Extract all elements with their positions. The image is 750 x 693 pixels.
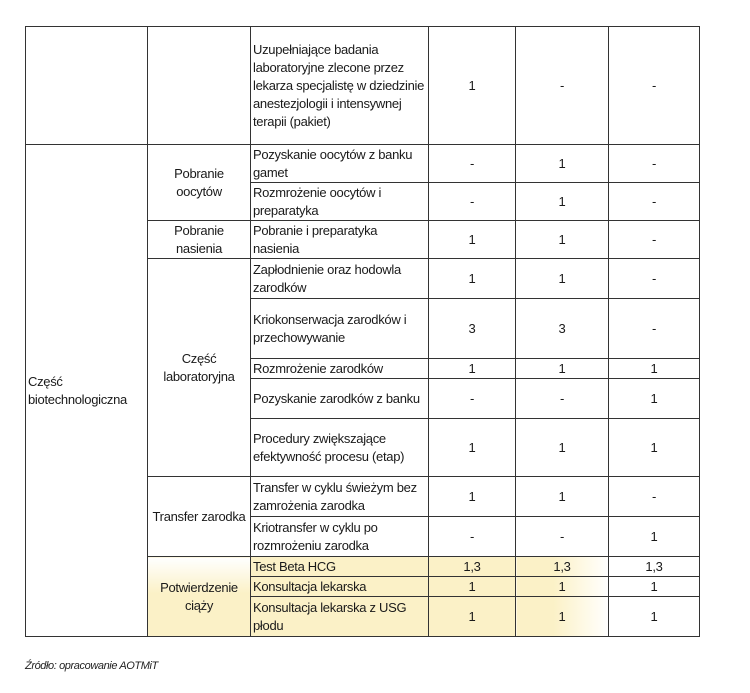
value-cell: 1 [429,359,516,379]
source-note: Źródło: opracowanie AOTMiT [25,660,158,672]
service-cell: Kriokonserwacja zarodków i przechowywanie [251,299,429,359]
value-cell: 1,3 [429,557,516,577]
value-cell: - [609,477,700,517]
value-cell: 1 [516,597,609,637]
value-cell: - [609,221,700,259]
subgroup-label: Transfer zarodka [148,477,251,557]
value-cell: - [429,379,516,419]
value-cell: - [429,517,516,557]
value-cell: 1 [429,597,516,637]
value-cell: - [429,145,516,183]
value-cell: 1,3 [609,557,700,577]
table-row [26,145,700,183]
service-cell: Kriotransfer w cyklu po rozmrożeniu zarodka [251,517,429,557]
service-cell: Pozyskanie zarodków z banku [251,379,429,419]
value-cell: 1 [429,259,516,299]
value-cell: - [609,299,700,359]
value-cell: 1,3 [516,557,609,577]
service-cell: Uzupełniające badania laboratoryjne zlecone przez lekarza specjalistę w dziedzinie anestezjologii i intensywnej terapii (pakiet) [251,27,429,145]
empty-cell [148,27,251,145]
service-cell: Pozyskanie oocytów z banku gamet [251,145,429,183]
service-cell: Konsultacja lekarska [251,577,429,597]
value-cell: - [429,183,516,221]
service-cell: Zapłodnienie oraz hodowla zarodków [251,259,429,299]
value-cell: 1 [516,359,609,379]
value-cell: 1 [516,259,609,299]
value-cell: 1 [516,419,609,477]
value-cell: 3 [516,299,609,359]
value-cell: 1 [516,221,609,259]
subgroup-label: Pobranie nasienia [148,221,251,259]
value-cell: - [516,27,609,145]
value-cell: 1 [516,183,609,221]
value-cell: 1 [609,419,700,477]
subgroup-label: Pobranie oocytów [148,145,251,221]
value-cell: - [609,259,700,299]
section-label: Część biotechnologiczna [26,145,148,637]
subgroup-label: Potwierdzenie ciąży [148,557,251,637]
service-cell: Pobranie i preparatyka nasienia [251,221,429,259]
value-cell: 1 [609,379,700,419]
value-cell: - [609,183,700,221]
value-cell: 3 [429,299,516,359]
empty-cell [26,27,148,145]
value-cell: 1 [429,577,516,597]
services-table [25,26,700,637]
table-row [26,27,700,145]
value-cell: 1 [516,477,609,517]
value-cell: 1 [609,517,700,557]
value-cell: 1 [429,27,516,145]
subgroup-label: Część laboratoryjna [148,259,251,477]
value-cell: - [609,27,700,145]
value-cell: 1 [609,359,700,379]
value-cell: - [516,379,609,419]
service-cell: Test Beta HCG [251,557,429,577]
value-cell: - [609,145,700,183]
service-cell: Rozmrożenie oocytów i preparatyka [251,183,429,221]
service-cell: Rozmrożenie zarodków [251,359,429,379]
value-cell: 1 [609,597,700,637]
value-cell: 1 [429,221,516,259]
value-cell: 1 [516,145,609,183]
service-cell: Konsultacja lekarska z USG płodu [251,597,429,637]
value-cell: - [516,517,609,557]
value-cell: 1 [429,419,516,477]
value-cell: 1 [609,577,700,597]
value-cell: 1 [516,577,609,597]
service-cell: Transfer w cyklu świeżym bez zamrożenia zarodka [251,477,429,517]
value-cell: 1 [429,477,516,517]
service-cell: Procedury zwiększające efektywność procesu (etap) [251,419,429,477]
